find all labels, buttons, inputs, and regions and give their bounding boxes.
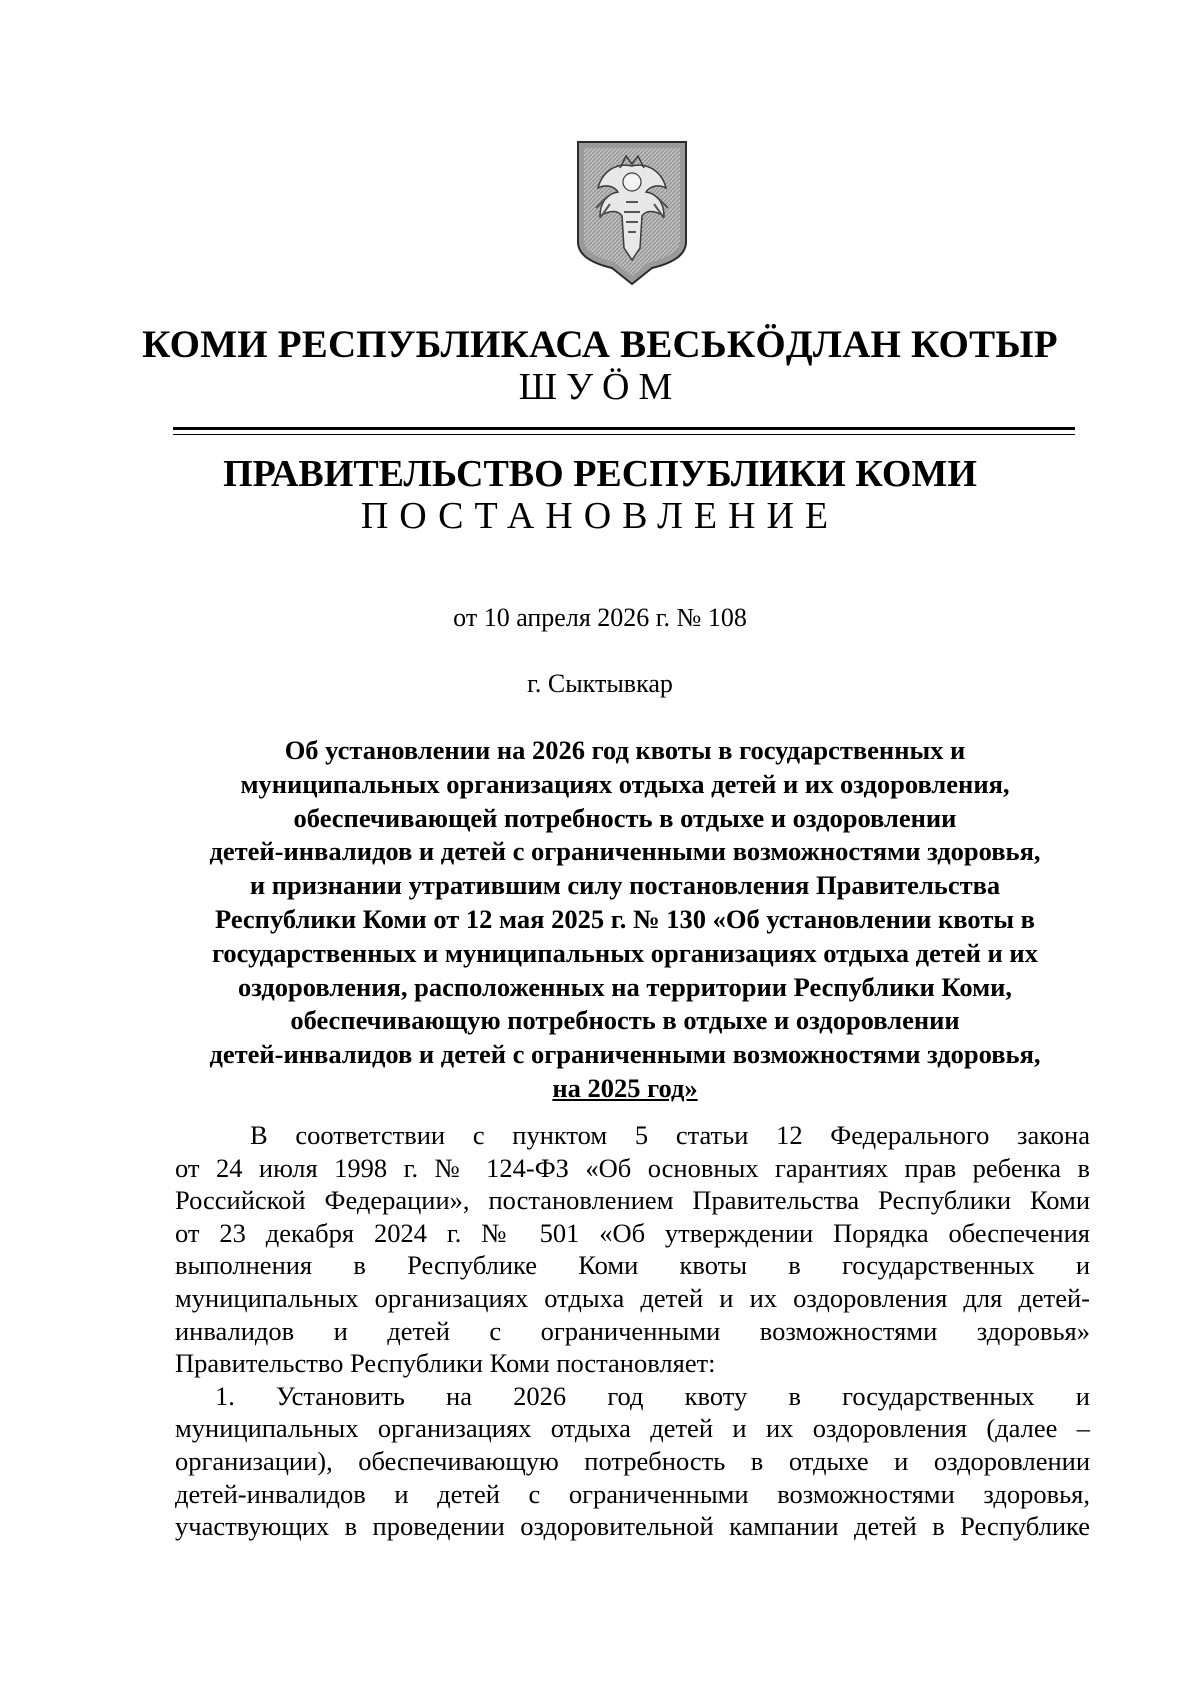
title-line: Об установлении на 2026 год квоты в государственных и xyxy=(284,735,966,765)
government-name: ПРАВИТЕЛЬСТВО РЕСПУБЛИКИ КОМИ xyxy=(223,453,977,495)
body-line: от 24 июля 1998 г. № 124-ФЗ «Об основных гарантиях прав ребенка в xyxy=(175,1152,1090,1183)
title-line: оздоровления, расположенных на территории Республики Коми, xyxy=(237,971,1013,1002)
body-line: Российской Федерации», постановлением Правительства Республики Коми xyxy=(175,1185,1090,1216)
title-line: Республики Коми от 12 мая 2025 г. № 130 «Об установлении квоты в xyxy=(215,903,1035,934)
title-line: обеспечивающей потребность в отдыхе и оздоровлении xyxy=(293,802,957,833)
body-line: выполнения в Республике Коми квоты в государственных и xyxy=(175,1250,1090,1281)
title-line: обеспечивающую потребность в отдыхе и оздоровлении xyxy=(290,1005,960,1036)
body-line: муниципальных организациях отдыха детей и их оздоровления (далее – xyxy=(175,1413,1090,1444)
body-line: 1. Установить на 2026 год квоту в государственных и xyxy=(215,1380,1090,1411)
document-body xyxy=(175,1119,1090,1543)
body-line: детей-инвалидов и детей с ограниченными возможностями здоровья, xyxy=(175,1478,1090,1509)
document-city: г. Сыктывкар xyxy=(527,669,673,698)
body-line: участвующих в проведении оздоровительной кампании детей в Республике xyxy=(175,1511,1090,1542)
title-line: и признании утратившим силу постановления Правительства xyxy=(249,870,1001,901)
body-line: В соответствии с пунктом 5 статьи 12 Федерального закона xyxy=(250,1120,1090,1150)
body-line: организации), обеспечивающую потребность в отдыхе и оздоровлении xyxy=(175,1445,1090,1476)
header-divider-thin xyxy=(173,434,1075,435)
body-line: Правительство Республики Коми постановляет: xyxy=(175,1348,716,1379)
document-title xyxy=(160,734,1090,1106)
title-line: детей-инвалидов и детей с ограниченными возможностями здоровья, xyxy=(209,836,1041,867)
title-underlined-text: на 2025 год» xyxy=(552,1072,698,1103)
document-type: ПОСТАНОВЛЕНИЕ xyxy=(360,495,840,537)
komi-organization-name: КОМИ РЕСПУБЛИКАСА ВЕСЬКӦДЛАН КОТЫР xyxy=(142,323,1058,366)
komi-coat-of-arms-icon xyxy=(572,138,692,288)
document-date-number: от 10 апреля 2026 г. № 108 xyxy=(453,603,747,632)
title-line-underlined xyxy=(160,1072,1090,1106)
title-line: государственных и муниципальных организациях отдыха детей и их xyxy=(212,937,1038,968)
title-line: детей-инвалидов и детей с ограниченными возможностями здоровья, xyxy=(209,1039,1041,1070)
title-line: муниципальных организациях отдыха детей и их оздоровления, xyxy=(240,768,1010,799)
body-line: от 23 декабря 2024 г. № 501 «Об утверждении Порядка обеспечения xyxy=(175,1217,1090,1248)
body-line: муниципальных организациях отдыха детей и их оздоровления для детей- xyxy=(175,1282,1090,1313)
body-line: инвалидов и детей с ограниченными возможностями здоровья» xyxy=(175,1315,1090,1346)
komi-document-type: ШУӦМ xyxy=(518,366,682,408)
header-divider-thick xyxy=(173,427,1075,430)
